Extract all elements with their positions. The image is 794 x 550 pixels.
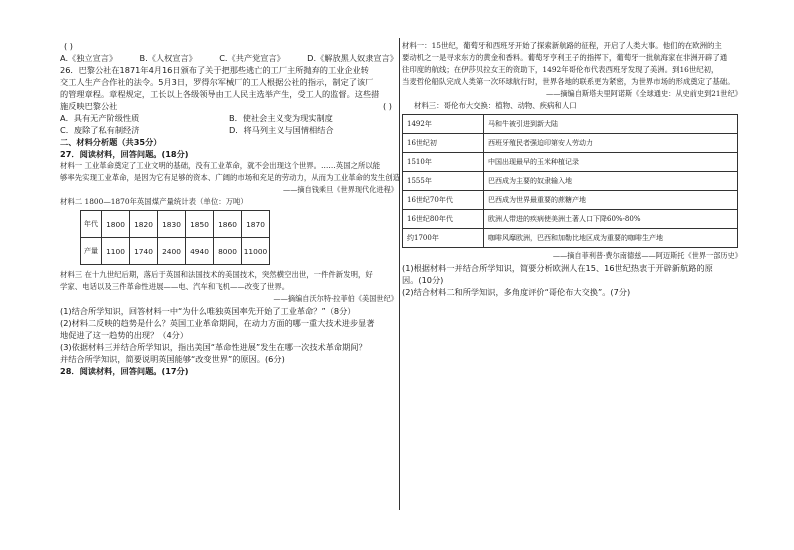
event-date: 1492年 xyxy=(403,115,484,134)
year-cell: 1830 xyxy=(158,211,186,238)
q27-material-2-title: 材料二 1800—1870年英国煤产量统计表（单位：万吨） xyxy=(60,197,248,206)
q25-option-a: A.《独立宣言》 xyxy=(60,53,118,63)
q27-question: 并结合所学知识，简要说明英国能够“改变世界”的原因。(6分) xyxy=(60,354,285,364)
table-row xyxy=(81,211,270,238)
year-cell: 1860 xyxy=(214,211,242,238)
event-desc: 巴西成为主要的奴隶输入地 xyxy=(484,172,738,191)
q28-material-1-line: 当麦哲伦船队完成人类第一次环球航行时，世界各地的联系更为紧密，为世界市场的形成奠定了基础。 xyxy=(402,77,735,86)
table-row xyxy=(403,153,738,172)
q27-material-3-line: 学家、电话以及三件革命性进展——电、汽车和飞机——改变了世界。 xyxy=(60,282,290,291)
q27-material-3-line: 材料三 在十九世纪后期，落后于英国和法国技术的美国技术，突然横空出世，一件件新发明，好 xyxy=(60,270,373,279)
q28-material-1-line: 要动机之一是寻求东方的黄金和香料。葡萄牙亨利王子的指挥下，葡萄牙一批航海家在非洲开辟了通 xyxy=(402,53,728,62)
year-cell: 1800 xyxy=(102,211,130,238)
event-desc: 中国出现最早的玉米种植记录 xyxy=(484,153,738,172)
q26-options-row xyxy=(60,124,398,136)
q28-material-1-line: 往印度的航线；在伊莎贝拉女王的资助下，1492年哥伦布代表西班牙发现了美洲。到16世纪初， xyxy=(402,65,719,74)
q28-question: (2)结合材料二和所学知识，多角度评价“哥伦布大交换”。(7分) xyxy=(402,287,631,297)
output-cell: 2400 xyxy=(158,238,186,265)
q28-material-2-title: 材料三：哥伦布大交换：植物、动物、疾病和人口 xyxy=(414,101,577,110)
year-cell: 1870 xyxy=(242,211,270,238)
q28-material-1-line: 材料一：15世纪，葡萄牙和西班牙开始了探索新航路的征程，开启了人类大事。他们的在欧洲的主 xyxy=(402,41,722,50)
output-cell: 1100 xyxy=(102,238,130,265)
q26-option-d: D．将马列主义与国情相结合 xyxy=(229,125,334,135)
column-divider xyxy=(399,38,400,510)
left-column xyxy=(60,40,398,377)
q27-material-1-line: 够率先实现工业革命，是因为它有足够的资本、广阔的市场和充足的劳动力，从而为工业革命的发生创造 xyxy=(60,173,400,182)
row-label-years: 年代 xyxy=(81,211,102,238)
q26-answer-paren: ( ) xyxy=(383,101,392,111)
q26-line: 26．巴黎公社在1871年4月16日颁布了关于把那些逃亡的工厂主所抛弃的工业企业转 xyxy=(60,65,369,75)
output-cell: 1740 xyxy=(130,238,158,265)
q27-material-3-source: ——摘编自沃尔特·拉菲伯《美国世纪》 xyxy=(273,294,398,303)
event-desc: 巴西成为世界最重要的蔗糖产地 xyxy=(484,191,738,210)
q26-last-text: 施反映巴黎公社 xyxy=(60,101,118,111)
year-cell: 1850 xyxy=(186,211,214,238)
table-row xyxy=(403,115,738,134)
q27-material-1-line: 材料一 工业革命奠定了工业文明的基础，没有工业革命，就不会出现这个世界。……英国之所以能 xyxy=(60,161,381,170)
event-date: 16世纪70年代 xyxy=(403,191,484,210)
table-row xyxy=(403,172,738,191)
event-desc: 欧洲人带进的疾病使美洲土著人口下降60%-80% xyxy=(484,210,738,229)
q28-question: 因。(10分) xyxy=(402,275,444,285)
q25-option-c: C.《共产党宣言》 xyxy=(219,53,285,63)
event-date: 1555年 xyxy=(403,172,484,191)
q28-question: (1)根据材料一并结合所学知识，简要分析欧洲人在15、16世纪热衷于开辟新航路的原 xyxy=(402,263,713,273)
table-row xyxy=(403,210,738,229)
output-cell: 8000 xyxy=(214,238,242,265)
q26-options-row xyxy=(60,112,398,124)
q27-question: (1)结合所学知识，回答材料一中“为什么唯独英国率先开始了工业革命？”（8分） xyxy=(60,306,356,316)
q26-option-c: C．废除了私有制经济 xyxy=(60,125,140,135)
row-label-output: 产量 xyxy=(81,238,102,265)
q27-question: 地促进了这一趋势的出现？（4分） xyxy=(60,330,189,340)
table-row xyxy=(81,238,270,265)
q28-title: 28．阅读材料，回答问题。(17分) xyxy=(60,366,189,376)
event-date: 16世纪80年代 xyxy=(403,210,484,229)
q26-line: 的管理章程。章程规定，工长以上各级领导由工人民主选举产生，受工人的监督。这些措 xyxy=(60,89,380,99)
year-cell: 1820 xyxy=(130,211,158,238)
q25-options xyxy=(60,52,398,64)
q27-question: (2)材料二反映的趋势是什么？英国工业革命期间，在动力方面的哪一重大技术进步显著 xyxy=(60,318,375,328)
q28-material-2-source: ——摘自菲利普·费尔南德兹——阿迈斯托《世界一部历史》 xyxy=(552,251,742,260)
q26-last-line xyxy=(60,100,398,112)
q27-title: 27．阅读材料，回答问题。(18分) xyxy=(60,149,189,159)
q25-answer-paren: ( ) xyxy=(64,41,73,51)
right-column xyxy=(402,40,742,298)
q28-material-1-source: ——摘编自斯塔夫里阿诺斯《全球通史：从史前史到21世纪》 xyxy=(545,89,742,98)
q25-option-d: D.《解放黑人奴隶宣言》 xyxy=(307,53,398,63)
table-row xyxy=(403,191,738,210)
coal-output-table xyxy=(80,210,270,265)
table-row xyxy=(403,134,738,153)
event-desc: 西班牙殖民者强迫印第安人劳动力 xyxy=(484,134,738,153)
q27-question: (3)依据材料三并结合所学知识，指出美国“革命性进展”发生在哪一次技术革命期间？ xyxy=(60,342,367,352)
event-date: 约1700年 xyxy=(403,229,484,248)
event-desc: 咖啡风靡欧洲，巴西和加勒比地区成为重要的咖啡生产地 xyxy=(484,229,738,248)
event-desc: 马和牛被引进到新大陆 xyxy=(484,115,738,134)
q26-option-b: B．使社会主义变为现实制度 xyxy=(229,113,333,123)
q26-option-a: A．具有无产阶级性质 xyxy=(60,113,140,123)
event-date: 16世纪初 xyxy=(403,134,484,153)
columbian-exchange-table xyxy=(402,114,738,248)
output-cell: 4940 xyxy=(186,238,214,265)
q25-option-b: B.《人权宣言》 xyxy=(139,53,197,63)
section-2-heading: 二、材料分析题（共35分） xyxy=(60,137,162,147)
event-date: 1510年 xyxy=(403,153,484,172)
output-cell: 11000 xyxy=(242,238,270,265)
table-row xyxy=(403,229,738,248)
q27-material-1-source: ——摘自钱乘旦《世界现代化进程》 xyxy=(282,185,398,194)
q26-line: 交工人生产合作社的法令。5月3日，罗得尔军械厂的工人根据公社的指示，制定了该厂 xyxy=(60,77,374,87)
